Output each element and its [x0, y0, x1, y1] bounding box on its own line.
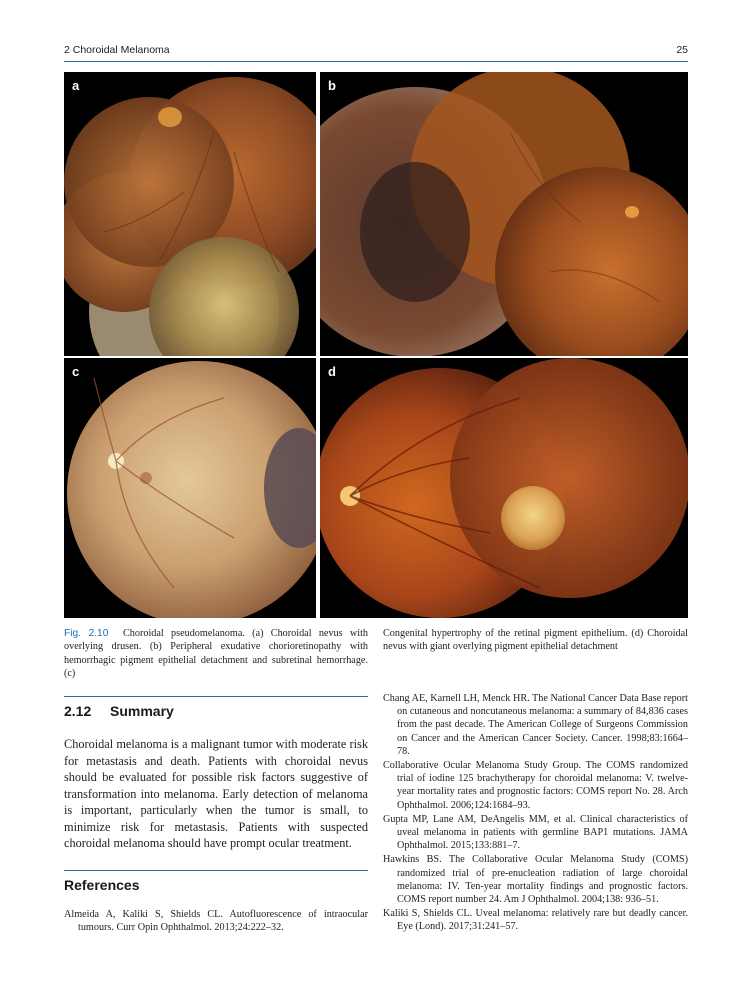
reference-entry: Kaliki S, Shields CL. Uveal melanoma: relatively rare but deadly cancer. Eye (Lond). 2017;31:241–57.: [383, 908, 688, 933]
panel-label-c: c: [72, 364, 80, 379]
header-rule: [64, 61, 688, 62]
panel-label-b: b: [328, 78, 336, 93]
figure-caption-right: Congenital hypertrophy of the retinal pigment epithelium. (d) Choroidal nevus with giant overlying pigment epithelial detachment: [383, 628, 688, 653]
chapter-title: 2 Choroidal Melanoma: [64, 44, 170, 56]
reference-entry: Almeida A, Kaliki S, Shields CL. Autofluorescence of intraocular tumours. Curr Opin Ophthalmol. 2013;24:222–32.: [64, 909, 368, 934]
summary-heading: [64, 703, 174, 719]
figure-caption-left: [64, 627, 368, 680]
page-number: 25: [676, 44, 688, 56]
references-rule: [64, 870, 368, 871]
fundus-photo-a: [64, 72, 316, 356]
fundus-photo-b: [320, 72, 688, 356]
figure-label: Fig. 2.10: [64, 628, 109, 639]
reference-entry: Hawkins BS. The Collaborative Ocular Melanoma Study (COMS) randomized trial of pre-enucleation radiation of large choroidal melanoma: IV. Ten-year mortality findings and prognostic factors. COMS report number 24. Am J Ophthalmol. 2004;138: 936–51.: [383, 854, 688, 906]
fundus-photo-c: [64, 358, 316, 618]
running-head: [64, 40, 688, 60]
reference-entry: Collaborative Ocular Melanoma Study Group. The COMS randomized trial of iodine 125 brachytherapy for choroidal melanoma: V. twelve-year mortality rates and prognostic factors: COMS report No. 28. Arch Ophthalmol. 2006;124:1684–93.: [383, 760, 688, 811]
figure-2-10: [64, 72, 688, 618]
summary-paragraph: Choroidal melanoma is a malignant tumor with moderate risk for metastasis and death. Patients with choroidal nevus should be evaluated for possible risk factors suggestive of transformation into melanoma. Early detection of melanoma is important, particularly when the tumor is small, to minimize risk for metastasis. Patients with suspected choroidal melanoma should have prompt ocular treatment.: [64, 737, 368, 850]
panel-label-d: d: [328, 364, 336, 379]
fundus-photo-d: [320, 358, 688, 618]
reference-entry: Chang AE, Karnell LH, Menck HR. The National Cancer Data Base report on cutaneous and noncutaneous melanoma: a summary of 84,836 cases from the past decade. The American College of Surgeons Commission on Cancer and the American Cancer Society. Cancer. 1998;83:1664–78.: [383, 693, 688, 757]
panel-label-a: a: [72, 78, 80, 93]
references-heading: References: [64, 877, 140, 893]
references-left-column: [64, 908, 368, 935]
caption-text-left: Choroidal pseudomelanoma. (a) Choroidal nevus with overlying drusen. (b) Peripheral exudative chorioretinopathy with hemorrhagic pigment epithelial detachment and subretinal hemorrhage. (c): [64, 628, 368, 679]
reference-entry: Gupta MP, Lane AM, DeAngelis MM, et al. Clinical characteristics of uveal melanoma in patients with germline BAP1 mutations. JAMA Ophthalmol. 2015;133:881–7.: [383, 813, 688, 852]
summary-rule: [64, 696, 368, 697]
references-right-column: [383, 692, 688, 935]
section-number: 2.12: [64, 703, 92, 719]
section-title: Summary: [110, 703, 174, 719]
